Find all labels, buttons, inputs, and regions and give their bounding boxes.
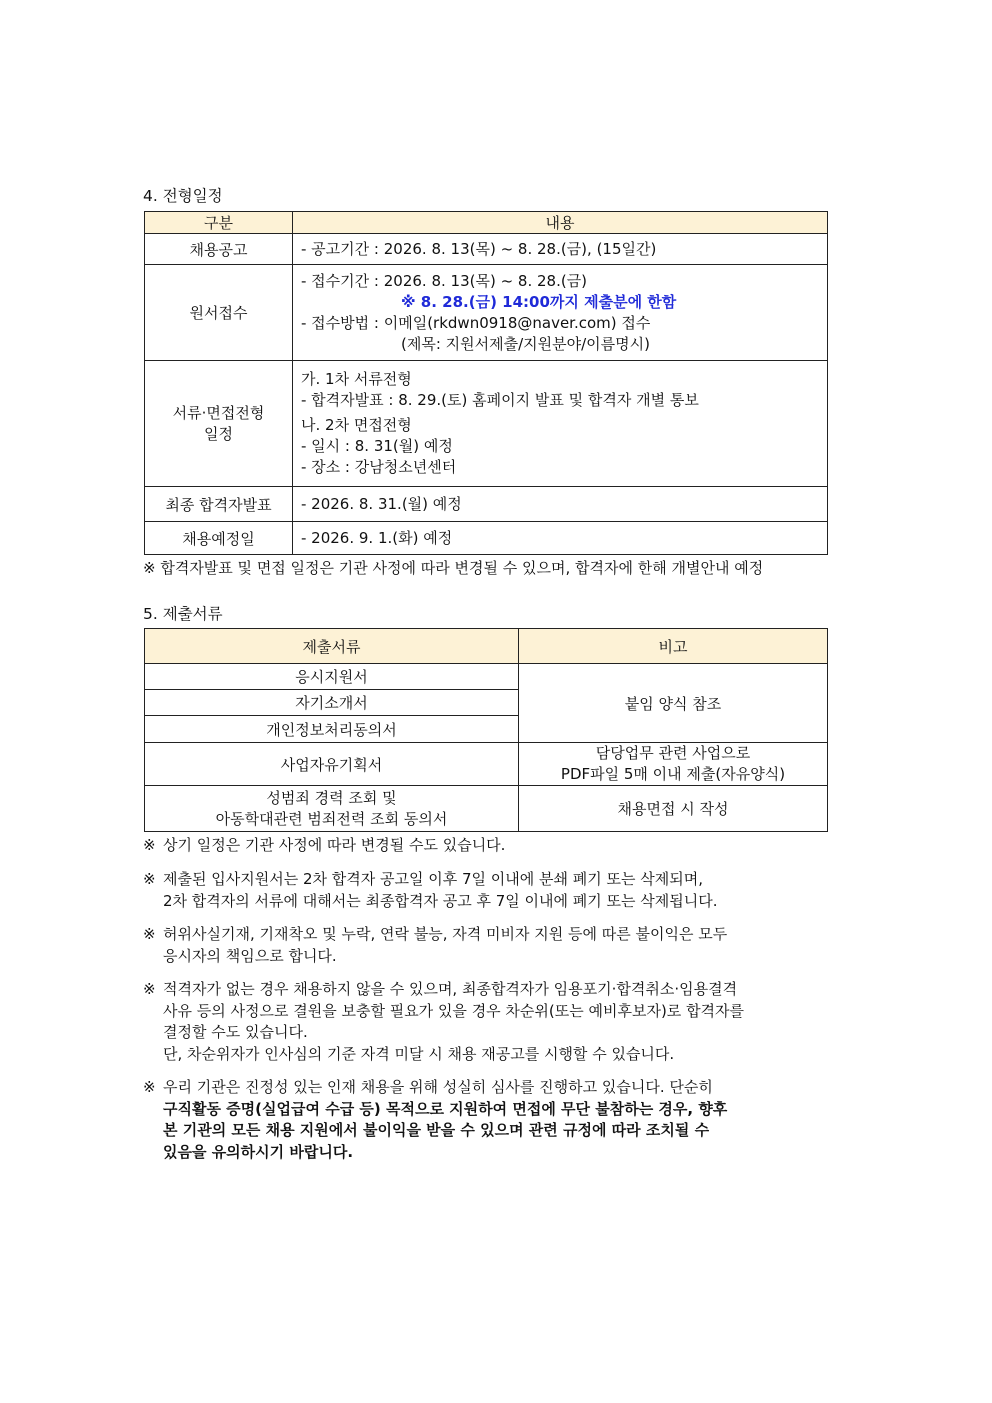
application-method: - 접수방법 : 이메일(rkdwn0918@naver.com) 접수	[301, 313, 651, 332]
doc-privacy-consent: 개인정보처리동의서	[145, 716, 519, 743]
doc-self-intro: 자기소개서	[145, 690, 519, 716]
screening-interview-place: - 장소 : 강남청소년센터	[301, 458, 457, 476]
note-2-line: 2차 합격자의 서류에 대해서는 최종합격자 공고 후 7일 이내에 폐기 또는 삭제됩니다.	[163, 891, 718, 910]
note-4	[143, 979, 848, 1065]
documents-header-row	[145, 629, 828, 664]
note-5-line: 구직활동 증명(실업급여 수급 등) 목적으로 지원하여 면접에 무단 불참하는 경우, 향후	[163, 1099, 728, 1118]
schedule-label-final: 최종 합격자발표	[145, 487, 293, 522]
application-period: - 접수기간 : 2026. 8. 13(목) ~ 8. 28.(금)	[301, 271, 588, 290]
documents-header-docs: 제출서류	[145, 629, 519, 664]
doc-form-note: 붙임 양식 참조	[519, 664, 828, 743]
schedule-header-content: 내용	[293, 212, 828, 234]
schedule-row-notice	[145, 234, 828, 265]
schedule-footnote: ※ 합격자발표 및 면접 일정은 기관 사정에 따라 변경될 수 있으며, 합격자에 한해 개별안내 예정	[143, 559, 764, 577]
note-3-line: 응시자의 책임으로 합니다.	[163, 946, 337, 965]
note-5-line: 있음을 유의하시기 바랍니다.	[163, 1142, 354, 1161]
application-deadline-note: ※ 8. 28.(금) 14:00까지 제출분에 한함	[401, 292, 677, 311]
doc-crime-check-line1: 성범죄 경력 조회 및	[266, 788, 397, 807]
application-subject-format: (제목: 지원서제출/지원분야/이름명시)	[401, 334, 650, 353]
screening-interview-title: 나. 2차 면접전형	[301, 416, 412, 434]
doc-crime-check-note: 채용면접 시 작성	[519, 786, 828, 832]
note-3-line: 허위사실기재, 기재착오 및 누락, 연락 불능, 자격 미비자 지원 등에 따른 불이익은 모두	[163, 925, 728, 943]
note-5	[143, 1077, 848, 1163]
schedule-label-application: 원서접수	[145, 265, 293, 361]
final-date: - 2026. 8. 31.(월) 예정	[301, 494, 462, 513]
schedule-table	[144, 211, 828, 555]
screening-doc-announce: - 합격자발표 : 8. 29.(토) 홈페이지 발표 및 합격자 개별 통보	[301, 391, 699, 409]
note-mark: ※	[143, 980, 156, 998]
schedule-label-start: 채용예정일	[145, 522, 293, 555]
note-2	[143, 869, 848, 912]
documents-row	[145, 743, 828, 786]
schedule-header-row	[145, 212, 828, 234]
note-mark: ※	[143, 870, 156, 888]
start-date: - 2026. 9. 1.(화) 예정	[301, 528, 453, 547]
schedule-row-final	[145, 487, 828, 522]
note-mark: ※	[143, 1078, 156, 1096]
note-1-line: 상기 일정은 기관 사정에 따라 변경될 수도 있습니다.	[163, 836, 506, 854]
schedule-row-screening	[145, 361, 828, 487]
doc-crime-check-line2: 아동학대관련 범죄전력 조회 동의서	[215, 809, 448, 828]
documents-table	[144, 628, 828, 832]
doc-project-plan-note-line2: PDF파일 5매 이내 제출(자유양식)	[560, 765, 786, 783]
note-mark: ※	[143, 836, 156, 854]
note-5-line: 우리 기관은 진정성 있는 인재 채용을 위해 성실히 심사를 진행하고 있습니다. 단순히	[163, 1078, 713, 1096]
notice-period: - 공고기간 : 2026. 8. 13(목) ~ 8. 28.(금), (15일간)	[301, 239, 657, 258]
section5-title: 5. 제출서류	[143, 605, 223, 623]
note-1	[143, 835, 848, 857]
doc-application-form: 응시지원서	[145, 664, 519, 690]
note-4-line: 단, 차순위자가 인사심의 기준 자격 미달 시 채용 재공고를 시행할 수 있습니다.	[163, 1044, 675, 1063]
note-5-line: 본 기관의 모든 채용 지원에서 불이익을 받을 수 있으며 관련 규정에 따라 조치될 수	[163, 1121, 710, 1139]
screening-interview-date: - 일시 : 8. 31(월) 예정	[301, 437, 453, 455]
note-4-line: 결정할 수도 있습니다.	[163, 1023, 308, 1041]
screening-doc-title: 가. 1차 서류전형	[301, 370, 412, 388]
note-4-line: 사유 등의 사정으로 결원을 보충할 필요가 있을 경우 차순위(또는 예비후보자)로 합격자를	[163, 1001, 745, 1020]
documents-row	[145, 664, 828, 690]
note-2-line: 제출된 입사지원서는 2차 합격자 공고일 이후 7일 이내에 분쇄 폐기 또는 삭제되며,	[163, 870, 703, 888]
documents-header-note: 비고	[519, 629, 828, 664]
screening-label-line2: 일정	[204, 424, 233, 443]
schedule-header-category: 구분	[145, 212, 293, 234]
screening-label-line1: 서류·면접전형	[172, 403, 265, 422]
documents-row	[145, 786, 828, 832]
schedule-row-start	[145, 522, 828, 555]
doc-project-plan: 사업자유기획서	[145, 743, 519, 786]
section4-title: 4. 전형일정	[143, 187, 223, 205]
note-3	[143, 924, 848, 967]
doc-project-plan-note-line1: 담당업무 관련 사업으로	[595, 744, 751, 762]
schedule-label-notice: 채용공고	[145, 234, 293, 265]
schedule-row-application	[145, 265, 828, 361]
note-4-line: 적격자가 없는 경우 채용하지 않을 수 있으며, 최종합격자가 임용포기·합격취소·임용결격	[163, 980, 738, 998]
note-mark: ※	[143, 925, 156, 943]
